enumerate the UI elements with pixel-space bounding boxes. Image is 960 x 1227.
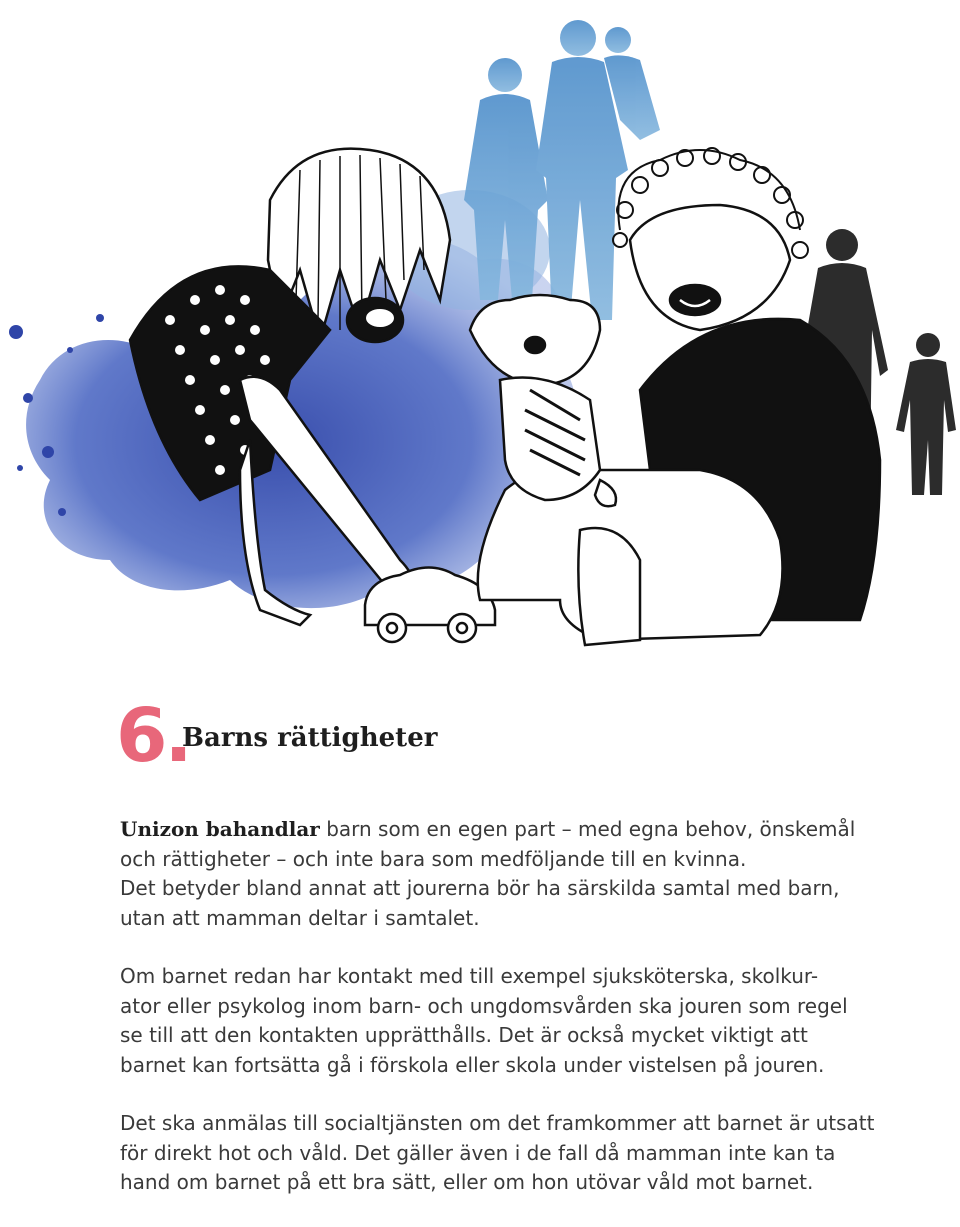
paragraph-2 (120, 962, 910, 1080)
paragraph-3-line-1: Det ska anmälas till socialtjänsten om det framkommer att barnet är utsatt (120, 1111, 875, 1135)
body-text (120, 815, 910, 1227)
paragraph-2-line-1: Om barnet redan har kontakt med till exempel sjuksköterska, skolkur- (120, 964, 819, 988)
paragraph-1-line-2: och rättigheter – och inte bara som medföljande till en kvinna. (120, 846, 747, 871)
paragraph-1 (120, 815, 910, 933)
paragraph-1-line-3: Det betyder bland annat att jourerna bör ha särskilda samtal med barn, (120, 876, 840, 900)
chapter-number: 6. (116, 693, 190, 779)
adult-silhouettes (464, 20, 660, 320)
paragraph-2-line-2: ator eller psykolog inom barn- och ungdomsvården ska jouren som regel (120, 993, 848, 1018)
paragraph-3-line-2: för direkt hot och våld. Det gäller även i de fall då mamman inte kan ta (120, 1140, 836, 1165)
paragraph-2-line-3: se till att den kontakten upprätthålls. Det är också mycket viktigt att (120, 1023, 808, 1047)
chapter-title: Barns rättigheter (182, 723, 438, 753)
lead-text: Unizon bahandlar (120, 817, 320, 841)
paragraph-2-line-4: barnet kan fortsätta gå i förskola eller skola under vistelsen på jouren. (120, 1052, 825, 1077)
paragraph-1-line-4: utan att mamman deltar i samtalet. (120, 905, 480, 930)
paragraph-3 (120, 1109, 910, 1198)
paragraph-1-line-1-rest: barn som en egen part – med egna behov, önskemål (319, 817, 856, 841)
paragraph-1-line-1 (120, 815, 910, 845)
toy-car (365, 568, 495, 643)
paragraph-3-line-3: hand om barnet på ett bra sätt, eller om hon utövar våld mot barnet. (120, 1170, 814, 1194)
